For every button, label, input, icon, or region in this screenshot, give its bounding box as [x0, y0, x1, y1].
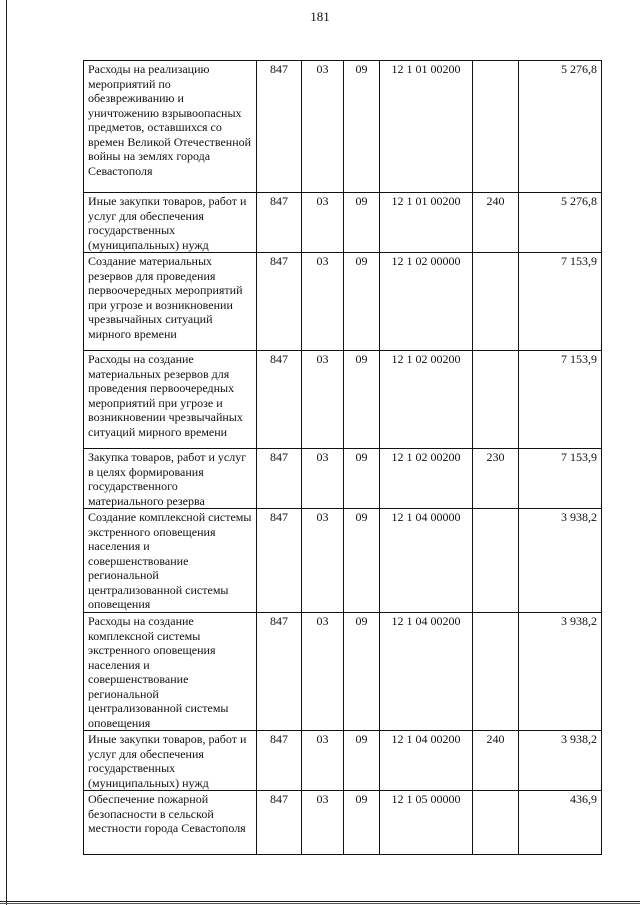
row-subsection-code: 09 — [344, 253, 380, 351]
row-subsection-code: 09 — [344, 351, 380, 449]
row-ved-code: 847 — [257, 351, 302, 449]
row-subsection-code: 09 — [344, 61, 380, 193]
row-expense-type — [473, 613, 519, 731]
row-amount: 3 938,2 — [519, 509, 602, 613]
scan-bottom-edge-inner — [0, 903, 640, 904]
table-row — [84, 509, 602, 613]
row-name: Создание материальных резервов для проведения первоочередных мероприятий при угрозе и возникновении чрезвычайных ситуаций мирного времени — [84, 253, 257, 351]
row-target-article: 12 1 04 00200 — [380, 613, 473, 731]
table-row — [84, 193, 602, 253]
row-name: Обеспечение пожарной безопасности в сельской местности города Севастополя — [84, 791, 257, 855]
row-subsection-code: 09 — [344, 731, 380, 791]
page-number: 181 — [310, 9, 330, 24]
row-name: Иные закупки товаров, работ и услуг для обеспечения государственных (муниципальных) нужд — [84, 193, 257, 253]
table-row — [84, 61, 602, 193]
row-ved-code: 847 — [257, 61, 302, 193]
row-target-article: 12 1 04 00200 — [380, 731, 473, 791]
row-subsection-code: 09 — [344, 791, 380, 855]
row-section-code: 03 — [302, 193, 344, 253]
row-ved-code: 847 — [257, 613, 302, 731]
row-subsection-code: 09 — [344, 613, 380, 731]
table-row — [84, 731, 602, 791]
table-row — [84, 253, 602, 351]
row-target-article: 12 1 05 00000 — [380, 791, 473, 855]
row-subsection-code: 09 — [344, 509, 380, 613]
row-section-code: 03 — [302, 791, 344, 855]
row-target-article: 12 1 02 00200 — [380, 351, 473, 449]
row-target-article: 12 1 02 00200 — [380, 449, 473, 509]
row-amount: 7 153,9 — [519, 449, 602, 509]
row-expense-type — [473, 791, 519, 855]
row-amount: 7 153,9 — [519, 351, 602, 449]
row-section-code: 03 — [302, 253, 344, 351]
scan-left-edge — [6, 0, 7, 905]
row-name: Расходы на реализацию мероприятий по обезвреживанию и уничтожению взрывоопасных предметов, оставшихся со времен Великой Отечественной войны на землях города Севастополя — [84, 61, 257, 193]
row-ved-code: 847 — [257, 253, 302, 351]
row-name: Расходы на создание материальных резервов для проведения первоочередных мероприятий при угрозе и возникновении чрезвычайных ситуаций мирного времени — [84, 351, 257, 449]
row-expense-type — [473, 253, 519, 351]
row-name: Расходы на создание комплексной системы экстренного оповещения населения и совершенствование региональной централизованной системы оповещения — [84, 613, 257, 731]
row-target-article: 12 1 01 00200 — [380, 61, 473, 193]
row-amount: 7 153,9 — [519, 253, 602, 351]
row-name: Закупка товаров, работ и услуг в целях формирования государственного материального резерва — [84, 449, 257, 509]
row-expense-type — [473, 509, 519, 613]
row-section-code: 03 — [302, 61, 344, 193]
budget-table — [83, 60, 602, 855]
budget-table-body — [84, 61, 602, 855]
row-section-code: 03 — [302, 731, 344, 791]
row-amount: 3 938,2 — [519, 731, 602, 791]
row-amount: 436,9 — [519, 791, 602, 855]
table-row — [84, 791, 602, 855]
table-row — [84, 351, 602, 449]
table-row — [84, 613, 602, 731]
row-expense-type: 240 — [473, 193, 519, 253]
row-expense-type: 240 — [473, 731, 519, 791]
row-ved-code: 847 — [257, 193, 302, 253]
row-section-code: 03 — [302, 449, 344, 509]
row-ved-code: 847 — [257, 731, 302, 791]
row-expense-type — [473, 61, 519, 193]
row-expense-type: 230 — [473, 449, 519, 509]
row-ved-code: 847 — [257, 449, 302, 509]
row-subsection-code: 09 — [344, 193, 380, 253]
row-amount: 5 276,8 — [519, 61, 602, 193]
row-amount: 5 276,8 — [519, 193, 602, 253]
row-expense-type — [473, 351, 519, 449]
row-target-article: 12 1 01 00200 — [380, 193, 473, 253]
row-target-article: 12 1 04 00000 — [380, 509, 473, 613]
row-ved-code: 847 — [257, 791, 302, 855]
row-section-code: 03 — [302, 509, 344, 613]
row-section-code: 03 — [302, 613, 344, 731]
table-row — [84, 449, 602, 509]
row-amount: 3 938,2 — [519, 613, 602, 731]
row-target-article: 12 1 02 00000 — [380, 253, 473, 351]
row-name: Создание комплексной системы экстренного оповещения населения и совершенствование региональной централизованной системы оповещения — [84, 509, 257, 613]
row-ved-code: 847 — [257, 509, 302, 613]
scan-bottom-edge — [0, 901, 640, 902]
row-section-code: 03 — [302, 351, 344, 449]
row-name: Иные закупки товаров, работ и услуг для обеспечения государственных (муниципальных) нужд — [84, 731, 257, 791]
row-subsection-code: 09 — [344, 449, 380, 509]
